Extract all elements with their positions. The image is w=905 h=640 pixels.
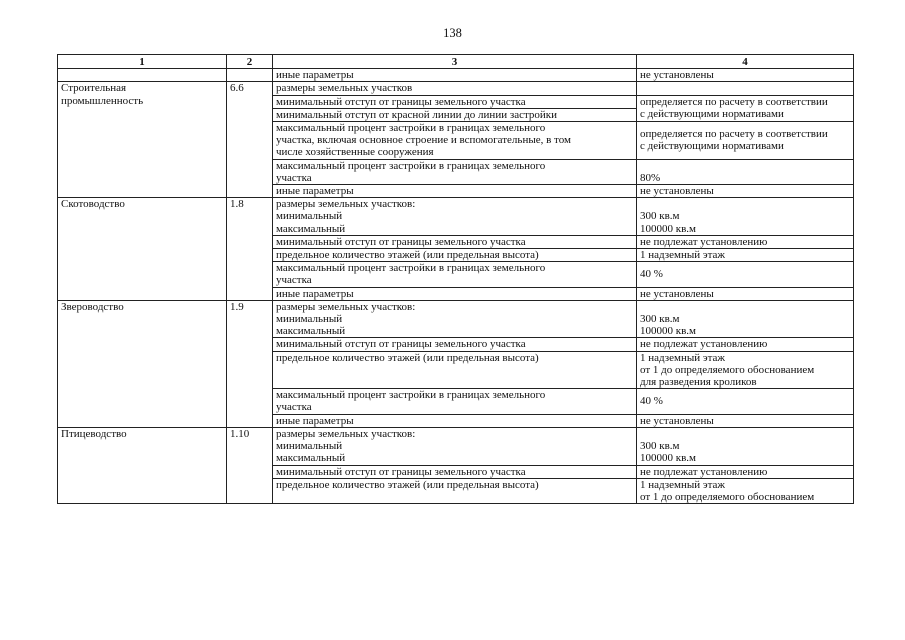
parameter-cell: минимальный отступ от красной линии до линии застройки [273, 108, 637, 121]
value-cell: не установлены [637, 69, 854, 82]
value-cell: 80% [637, 159, 854, 184]
table-row [58, 69, 854, 82]
parameter-cell: минимальный отступ от границы земельного участка [273, 95, 637, 108]
table-row [58, 82, 854, 95]
value-cell: 1 надземный этаж от 1 до определяемого обоснованием для разведения кроликов [637, 351, 854, 389]
code-cell: 1.10 [227, 427, 273, 503]
use-type-cell: Строительная промышленность [58, 82, 227, 198]
code-cell: 1.9 [227, 300, 273, 427]
parameter-cell: предельное количество этажей (или предельная высота) [273, 351, 637, 389]
parameter-cell: максимальный процент застройки в границах земельного участка [273, 389, 637, 414]
regulations-table [57, 54, 854, 504]
parameter-cell: минимальный отступ от границы земельного участка [273, 465, 637, 478]
value-cell: не установлены [637, 185, 854, 198]
parameter-cell: иные параметры [273, 414, 637, 427]
parameter-cell: иные параметры [273, 287, 637, 300]
value-cell: 40 % [637, 389, 854, 414]
value-cell: 40 % [637, 262, 854, 287]
value-cell: не установлены [637, 287, 854, 300]
value-cell: 1 надземный этаж от 1 до определяемого обоснованием [637, 478, 854, 503]
value-cell: 1 надземный этаж [637, 249, 854, 262]
table-row [58, 427, 854, 465]
value-cell [637, 82, 854, 95]
parameter-cell: иные параметры [273, 185, 637, 198]
table-row [58, 300, 854, 338]
use-type-cell: Скотоводство [58, 198, 227, 301]
parameter-cell: предельное количество этажей (или предельная высота) [273, 249, 637, 262]
value-cell: не подлежат установлению [637, 338, 854, 351]
code-cell: 1.8 [227, 198, 273, 301]
value-cell: 300 кв.м 100000 кв.м [637, 300, 854, 338]
column-header: 3 [273, 55, 637, 69]
use-type-cell [58, 69, 227, 82]
value-cell: 300 кв.м 100000 кв.м [637, 427, 854, 465]
parameter-cell: минимальный отступ от границы земельного участка [273, 235, 637, 248]
column-header: 4 [637, 55, 854, 69]
parameter-cell: размеры земельных участков [273, 82, 637, 95]
value-cell: определяется по расчету в соответствии с действующими нормативами [637, 95, 854, 121]
parameter-cell: иные параметры [273, 69, 637, 82]
parameter-cell: максимальный процент застройки в границах земельного участка [273, 262, 637, 287]
parameter-cell: размеры земельных участков: минимальный максимальный [273, 300, 637, 338]
parameter-cell: предельное количество этажей (или предельная высота) [273, 478, 637, 503]
page-number: 138 [443, 26, 462, 40]
parameter-cell: максимальный процент застройки в границах земельного участка [273, 159, 637, 184]
value-cell: не установлены [637, 414, 854, 427]
table-row [58, 198, 854, 236]
parameter-cell: размеры земельных участков: минимальный максимальный [273, 198, 637, 236]
value-cell: определяется по расчету в соответствии с действующими нормативами [637, 122, 854, 160]
table-header-row [58, 55, 854, 69]
parameter-cell: минимальный отступ от границы земельного участка [273, 338, 637, 351]
parameter-cell: максимальный процент застройки в границах земельного участка, включая основное строение и вспомогательные, в том числе хозяйственные сооружения [273, 122, 637, 160]
code-cell [227, 69, 273, 82]
value-cell: не подлежат установлению [637, 235, 854, 248]
parameter-cell: размеры земельных участков: минимальный максимальный [273, 427, 637, 465]
use-type-cell: Птицеводство [58, 427, 227, 503]
code-cell: 6.6 [227, 82, 273, 198]
column-header: 1 [58, 55, 227, 69]
value-cell: не подлежат установлению [637, 465, 854, 478]
value-cell: 300 кв.м 100000 кв.м [637, 198, 854, 236]
use-type-cell: Звероводство [58, 300, 227, 427]
column-header: 2 [227, 55, 273, 69]
